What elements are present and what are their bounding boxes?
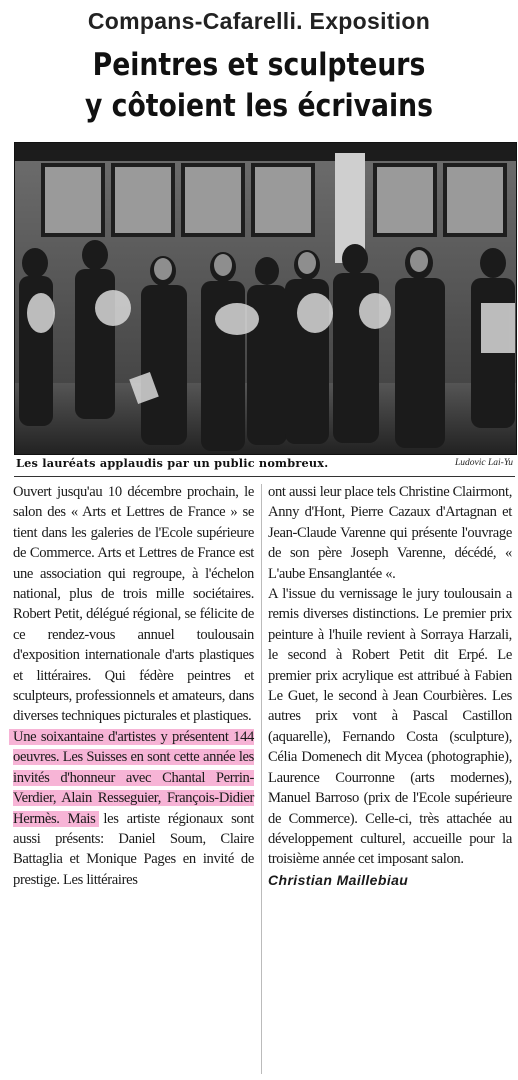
kicker: Compans-Cafarelli. Exposition (87, 8, 431, 34)
highlighted-text: Une soixantaine d'artistes y présentent 144 oeuvres. Les Suisses en sont cette année les invités d'honneur avec Chantal Perrin-Verdier, Alain Resseguier, François-Didier Hermès. Mais (9, 729, 254, 827)
right-column (268, 482, 512, 890)
photo-caption: Les lauréats applaudis par un public nombreux. (16, 456, 329, 470)
article-photo (14, 142, 517, 455)
left-paragraph-2 (13, 727, 254, 890)
right-paragraph-2: A l'issue du vernissage le jury toulousain a remis diverses distinctions. Le premier prix peinture à l'huile revient à Sorraya Harzali, le second à Robert Petit dit Erpé. Le premier prix acrylique est attribué à Fabien Le Guet, le second à Jean Courbières. Les autres prix vont à Pascal Castillon (aquarelle), Fernando Costa (sculpture), Célia Domenech dit Mycea (photographie), Laurence Courronne (arts modernes), Manuel Barroso (prix de l'Ecole supérieure de Commerce). Celle-ci, très attachée au développement culturel, accueille pour la troisième année cet imposant salon. (268, 586, 512, 868)
left-column (13, 482, 254, 890)
headline-line-1: Peintres et sculpteurs (92, 47, 426, 83)
author-signature: Christian Maillebiau (268, 871, 409, 888)
right-paragraph-1: ont aussi leur place tels Christine Clairmont, Anny d'Hont, Pierre Cazaux d'Artagnan et Jean-Claude Varenne qui présente l'ouvrage de son père Joseph Varenne, décédé, « L'aube Ensanglantée «. (268, 484, 512, 582)
left-paragraph-2-rest: les artiste régionaux sont aussi présents: Daniel Soum, Claire Battaglia et Monique Pages en invité de prestige. Les littéraires (13, 810, 255, 888)
headline (36, 45, 481, 127)
headline-line-2: y côtoient les écrivains (85, 88, 433, 124)
left-paragraph-1: Ouvert jusqu'au 10 décembre prochain, le salon des « Arts et Lettres de France » se tient dans les galeries de l'Ecole supérieure de Commerce. Arts et Lettres de France est une association qui regroupe, à l'échelon national, plus de trois mille sociétaires. Robert Petit, délégué régional, se félicite de ce rendez-vous annuel toulousain d'exposition internationale d'arts plastiques et littéraires. Qui fédère peintres et sculpteurs, professionnels et amateurs, dans diverses techniques picturales et plastiques. (13, 484, 254, 725)
caption-bar (14, 456, 515, 477)
photo-credit: Ludovic Lai-Yu (455, 458, 513, 468)
photo-illustration (15, 143, 516, 454)
column-divider (261, 484, 262, 1074)
